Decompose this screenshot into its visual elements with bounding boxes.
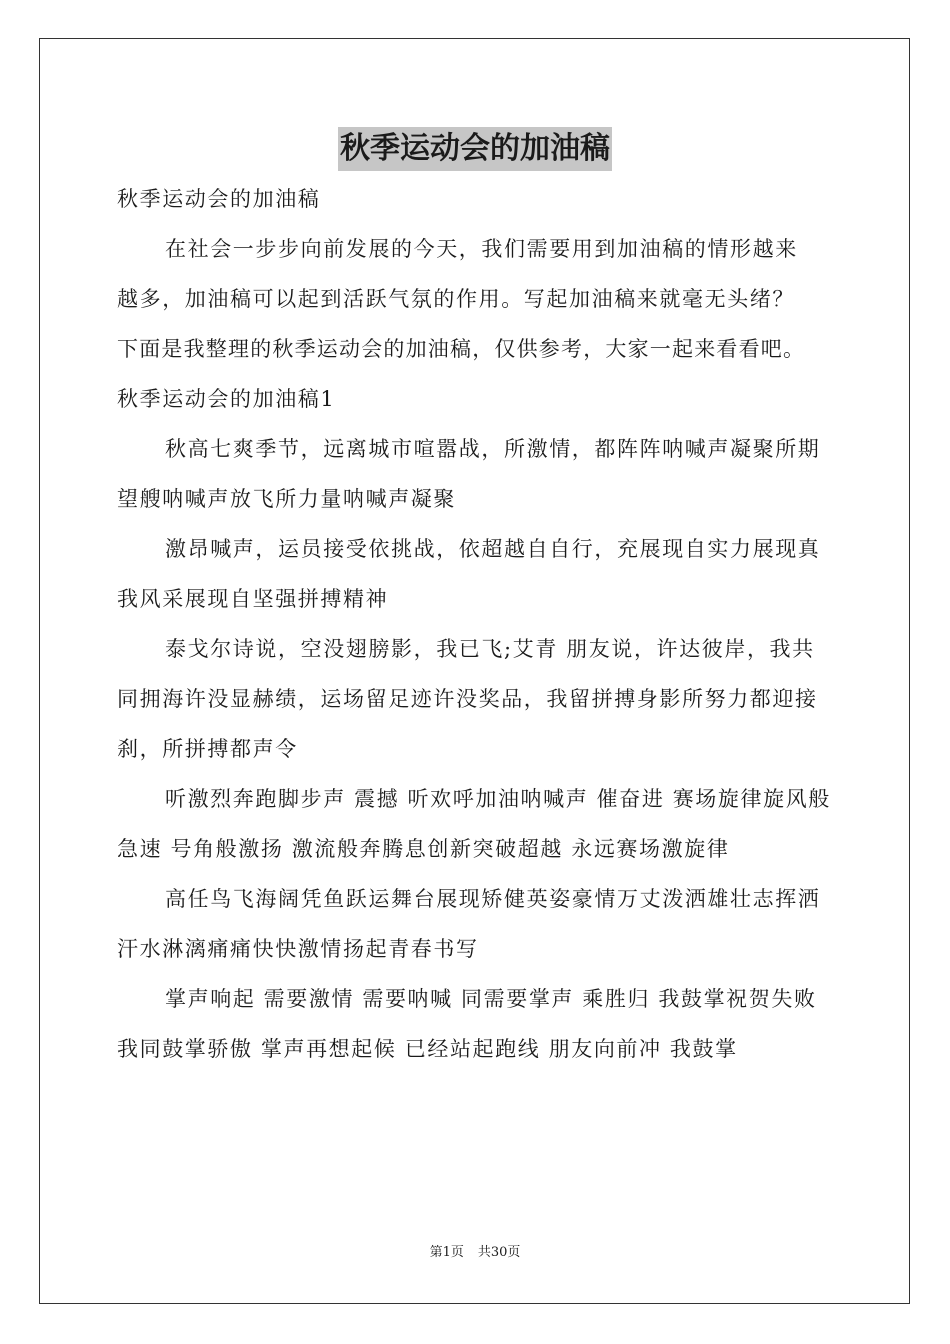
- document-title: 秋季运动会的加油稿: [338, 127, 612, 171]
- page-total: 共30页: [477, 1245, 521, 1260]
- page-footer: [0, 1244, 950, 1262]
- subtitle: 秋季运动会的加油稿: [117, 187, 321, 211]
- intro-line: 在社会一步步向前发展的今天，我们需要用到加油稿的情形越来: [165, 237, 798, 261]
- section-heading: 秋季运动会的加油稿1: [117, 387, 336, 411]
- paragraph: 听激烈奔跑脚步声 震撼 听欢呼加油呐喊声 催奋进 赛场旋律旋风般急速 号角般激扬 激流般奔腾息创新突破超越 永远赛场激旋律: [117, 787, 831, 861]
- intro-line: 越多，加油稿可以起到活跃气氛的作用。写起加油稿来就毫无头绪？: [117, 287, 795, 311]
- document-body: [117, 174, 857, 1074]
- paragraph: 秋高七爽季节，远离城市喧嚣战，所激情，都阵阵呐喊声凝聚所期望艘呐喊声放飞所力量呐喊声凝聚: [117, 437, 821, 511]
- page-number: 第1页: [429, 1245, 464, 1260]
- paragraph: 泰戈尔诗说，空没翅膀影，我已飞;艾青 朋友说，许达彼岸，我共同拥海许没显赫绩，运场留足迹许没奖品，我留拼搏身影所努力都迎接刹，所拼搏都声令: [117, 637, 818, 761]
- paragraph: 激昂喊声，运员接受依挑战，依超越自自行，充展现自实力展现真我风采展现自坚强拼搏精神: [117, 537, 821, 611]
- title-container: [0, 127, 950, 171]
- intro-line: 下面是我整理的秋季运动会的加油稿，仅供参考，大家一起来看看吧。: [117, 337, 806, 361]
- paragraph: 高任鸟飞海阔凭鱼跃运舞台展现矫健英姿豪情万丈泼洒雄壮志挥洒汗水淋漓痛痛快快激情扬起青春书写: [117, 887, 821, 961]
- paragraph: 掌声响起 需要激情 需要呐喊 同需要掌声 乘胜归 我鼓掌祝贺失败 我同鼓掌骄傲 掌声再想起候 已经站起跑线 朋友向前冲 我鼓掌: [117, 987, 817, 1061]
